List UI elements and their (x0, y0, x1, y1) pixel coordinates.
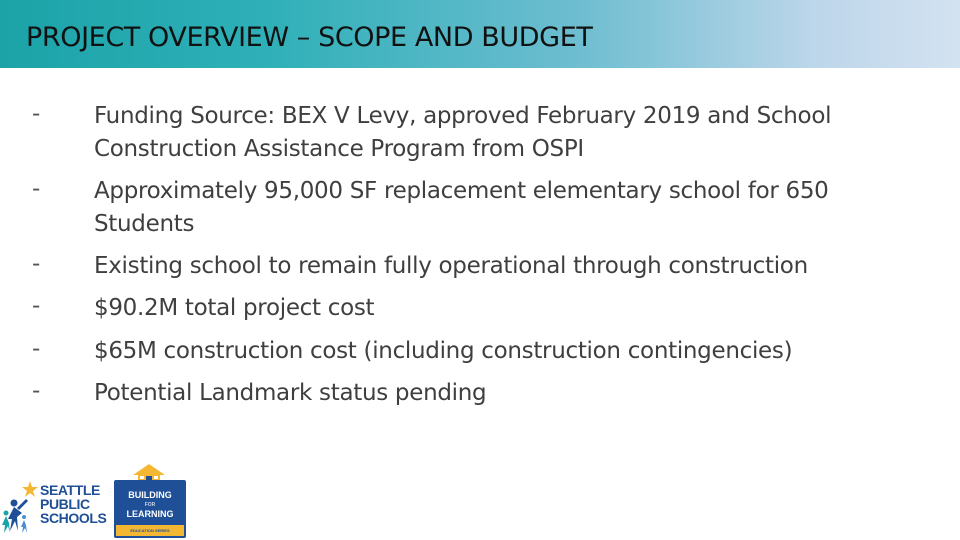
seattle-public-schools-logo (0, 479, 108, 535)
building-for-learning-logo (114, 480, 186, 538)
bullet-marker: - (32, 378, 41, 404)
bullet-line: Existing school to remain fully operational through construction (94, 253, 808, 279)
bullet-marker: - (32, 176, 41, 202)
bullet-marker: - (32, 293, 41, 319)
title-bar (0, 0, 960, 68)
logo-area (0, 455, 200, 540)
bullet-line: $65M construction cost (including construction contingencies) (94, 338, 793, 364)
bfl-line-2: FOR (144, 502, 156, 508)
sps-figures-icon (0, 479, 44, 535)
bullet-marker: - (32, 251, 41, 277)
bullet-line: Approximately 95,000 SF replacement elementary school for 650 (94, 178, 829, 204)
slide-title: PROJECT OVERVIEW – SCOPE AND BUDGET (26, 22, 593, 53)
bfl-banner: EDUCATION SERIES (116, 525, 184, 536)
bullet-line: Students (94, 211, 195, 237)
sps-line-3: SCHOOLS (40, 510, 107, 526)
bfl-line-3: LEARNING (126, 509, 174, 519)
bfl-line-1: BUILDING (128, 490, 172, 500)
bullet-line: Potential Landmark status pending (94, 380, 487, 406)
bullet-marker: - (32, 101, 41, 127)
bullet-line: Funding Source: BEX V Levy, approved February 2019 and School (94, 103, 832, 129)
bullet-marker: - (32, 336, 41, 362)
bullet-line: $90.2M total project cost (94, 295, 375, 321)
sps-line-1: SEATTLE (40, 482, 100, 498)
sps-line-2: PUBLIC (40, 496, 90, 512)
bullet-line: Construction Assistance Program from OSPI (94, 136, 584, 162)
